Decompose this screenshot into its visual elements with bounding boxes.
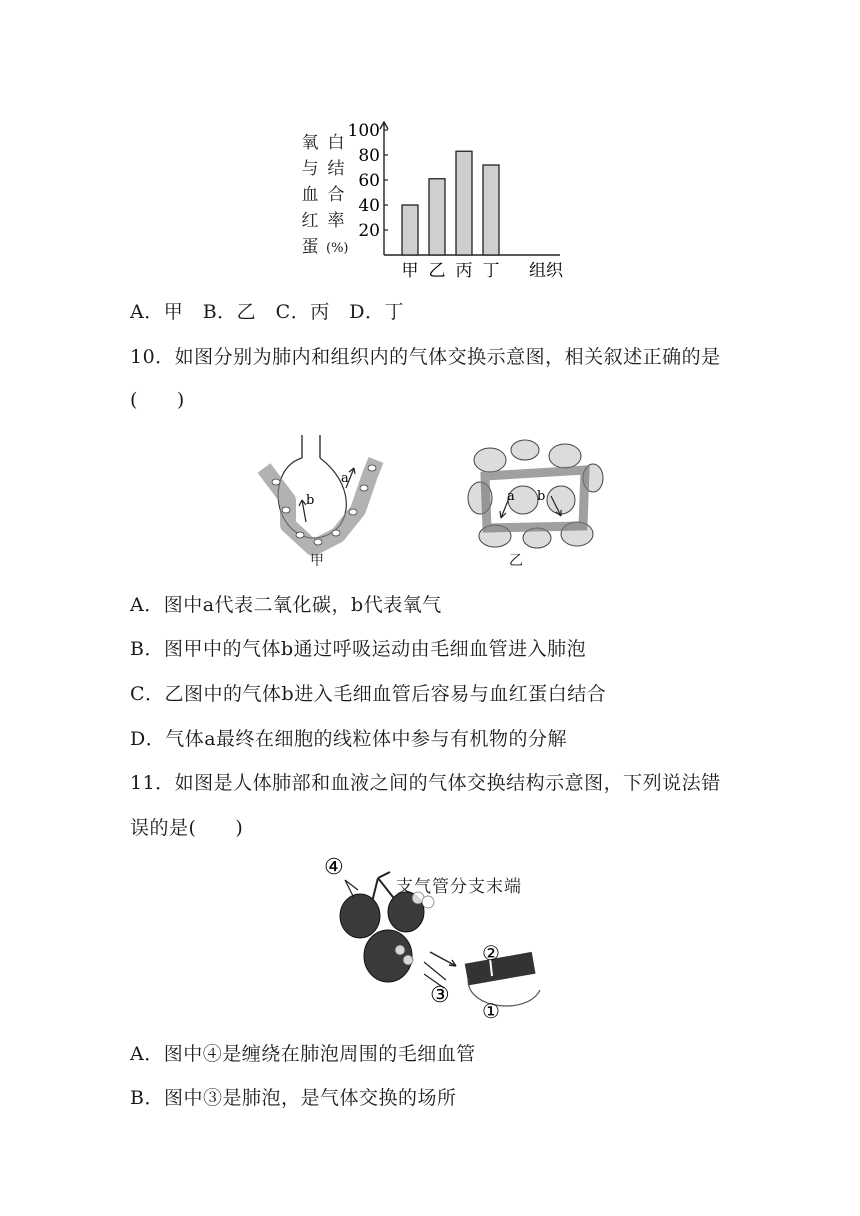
- q10-option-a: A．图中a代表二氧化碳，b代表氧气: [130, 594, 442, 616]
- label-b-left: b: [306, 493, 315, 508]
- oxygen-binding-chart: [300, 110, 580, 285]
- tissue-illustration: [465, 438, 605, 553]
- bar-3: [456, 151, 472, 255]
- q11-stem: 11．如图是人体肺部和血液之间的气体交换结构示意图，下列说法错: [130, 772, 721, 794]
- label-a-right: a: [507, 489, 515, 504]
- x-tick-label: 乙: [428, 261, 446, 281]
- q11-option-b: B．图中③是肺泡，是气体交换的场所: [130, 1087, 457, 1109]
- bar-chart-plot: [300, 110, 580, 285]
- x-tick-label: 丙: [455, 261, 473, 281]
- alveolus-illustration: [258, 430, 388, 570]
- figure-alveolus-exchange: [258, 430, 388, 570]
- marker-3: ③: [430, 983, 450, 1008]
- bar-1: [402, 205, 418, 255]
- q10-stem-blank: ( ): [130, 389, 185, 411]
- q9-options: A．甲 B．乙 C．丙 D．丁: [130, 301, 404, 323]
- figure-left-caption: 甲: [310, 553, 324, 569]
- y-tick-label: 20: [358, 221, 380, 241]
- q10-option-b: B．图甲中的气体b通过呼吸运动由毛细血管进入肺泡: [130, 638, 587, 660]
- x-tick-label: 甲: [401, 261, 419, 281]
- label-b-right: b: [537, 489, 546, 504]
- label-a-left: a: [341, 471, 349, 486]
- y-tick-label: 60: [358, 171, 380, 191]
- y-tick-label: 80: [358, 146, 380, 166]
- q10-option-d: D．气体a最终在细胞的线粒体中参与有机物的分解: [130, 728, 568, 750]
- marker-1: ①: [482, 999, 500, 1022]
- bar-4: [483, 165, 499, 255]
- y-tick-label: 100: [347, 121, 380, 141]
- x-tick-label: 丁: [482, 261, 500, 281]
- figure-tissue-exchange: [465, 438, 605, 568]
- bar-2: [429, 179, 445, 255]
- q10-stem: 10．如图分别为肺内和组织内的气体交换示意图，相关叙述正确的是: [130, 346, 721, 368]
- q10-option-c: C．乙图中的气体b进入毛细血管后容易与血红蛋白结合: [130, 683, 607, 705]
- q11-option-a: A．图中④是缠绕在肺泡周围的毛细血管: [130, 1043, 476, 1065]
- y-tick-label: 40: [358, 196, 380, 216]
- ylabel-col-1: 氧 与 血 红 蛋: [301, 133, 319, 257]
- marker-4: ④: [324, 855, 344, 880]
- bronchus-branch-label: 支气管分支末端: [396, 877, 522, 897]
- figure-lung-structure: [318, 850, 558, 1022]
- x-axis-label: 组织: [529, 261, 563, 281]
- figure-right-caption: 乙: [509, 553, 523, 569]
- marker-2: ②: [482, 941, 500, 965]
- q11-stem-blank: 误的是( ): [130, 817, 244, 839]
- ylabel-col-2: 白 结 合 率 (%): [326, 133, 349, 256]
